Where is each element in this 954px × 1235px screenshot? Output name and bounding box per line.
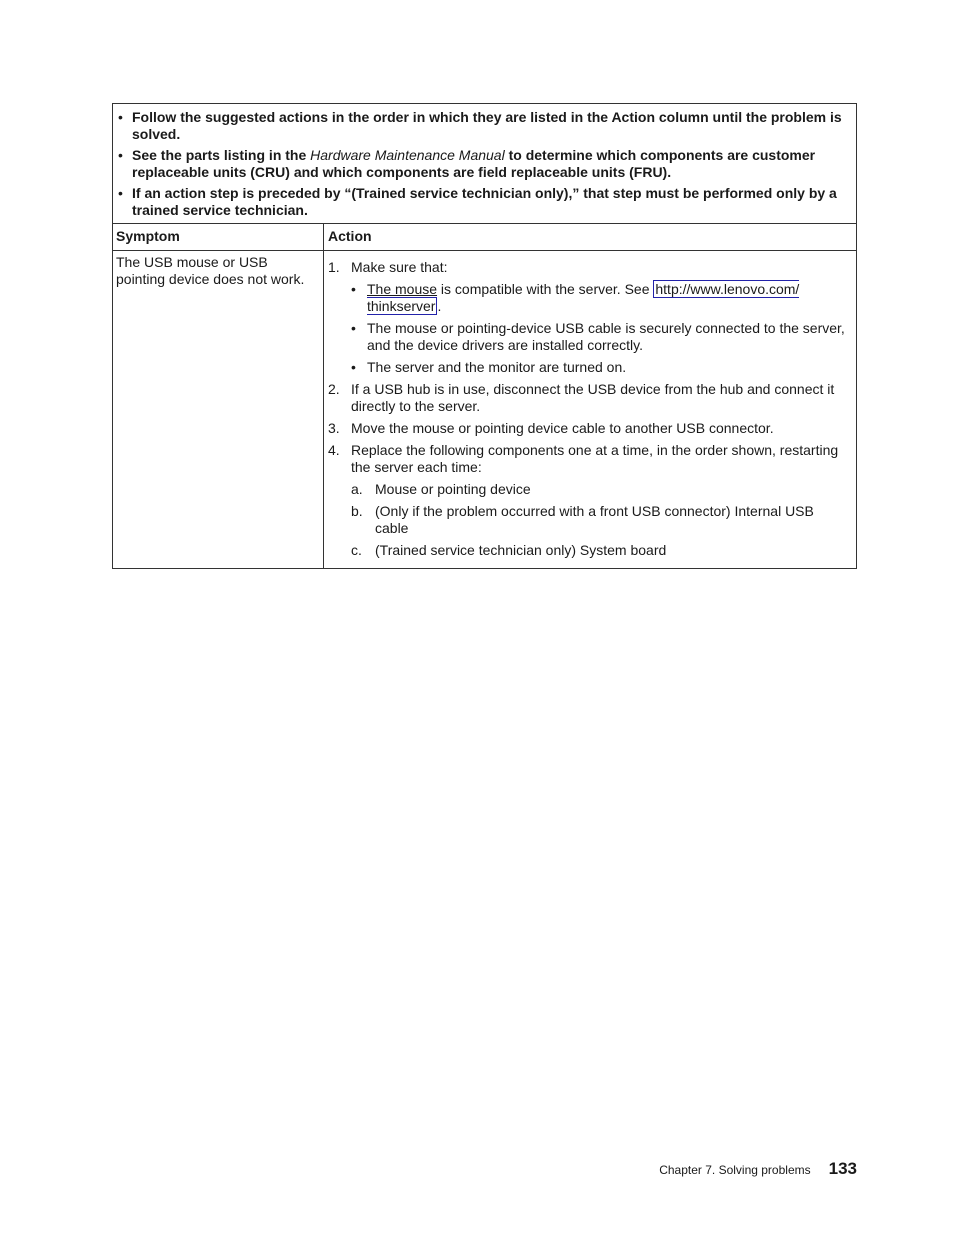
bullet: • [351, 320, 356, 336]
link-text-part2: thinkserver [367, 298, 436, 314]
chapter-title: Chapter 7. Solving problems [659, 1163, 811, 1177]
sub-step-text: Mouse or pointing device [375, 481, 531, 497]
column-header-symptom: Symptom [113, 224, 324, 250]
step-text: If a USB hub is in use, disconnect the USB device from the hub and connect it directly to the server. [351, 381, 835, 414]
step-bullet [351, 281, 850, 315]
step-text: Make sure that: [351, 259, 448, 275]
sub-step [351, 481, 850, 498]
page-number: 133 [828, 1159, 857, 1178]
note-text: Follow the suggested actions in the order in which they are listed in the Action column until the problem is solved. [132, 109, 842, 142]
manual-title: Hardware Maintenance Manual [310, 147, 505, 163]
sub-step [351, 503, 850, 537]
page-footer [659, 1160, 857, 1179]
action-step [328, 442, 850, 559]
step-number: 1. [328, 259, 340, 275]
step-bullet [351, 320, 850, 354]
step-number: 2. [328, 381, 340, 397]
bullet-text: The server and the monitor are turned on. [367, 359, 627, 375]
bullet: • [118, 147, 123, 163]
step-number: 4. [328, 442, 340, 458]
action-step [328, 259, 850, 376]
note-item [116, 109, 850, 143]
step-number: 3. [328, 420, 340, 436]
bullet: • [118, 185, 123, 201]
note-item [116, 147, 850, 181]
sub-step-letter: b. [351, 503, 363, 519]
table-notes [113, 104, 856, 224]
step-bullet [351, 359, 850, 376]
action-step [328, 381, 850, 415]
troubleshooting-table [112, 103, 857, 569]
note-text: See the parts listing in the [132, 147, 311, 163]
bullet: • [351, 281, 356, 297]
link-text-part1: http://www.lenovo.com/ [655, 281, 800, 297]
bullet: • [118, 109, 123, 125]
sub-step [351, 542, 850, 559]
step-text: Move the mouse or pointing device cable to another USB connector. [351, 420, 774, 436]
underlined-text: The mouse [367, 281, 438, 297]
bullet-text-end: . [437, 298, 442, 314]
sub-step-text: (Only if the problem occurred with a front USB connector) Internal USB cable [375, 503, 814, 536]
bullet-text: The mouse or pointing-device USB cable is securely connected to the server, and the device drivers are installed correctly. [367, 320, 845, 353]
sub-step-letter: a. [351, 481, 363, 497]
sub-step-letter: c. [351, 542, 362, 558]
note-text: If an action step is preceded by “(Trained service technician only),” that step must be performed only by a trained service technician. [132, 185, 837, 218]
sub-step-text: (Trained service technician only) System board [375, 542, 667, 558]
action-step [328, 420, 850, 437]
note-item [116, 185, 850, 219]
bullet-text: is compatible with the server. See [437, 281, 654, 297]
step-text: Replace the following components one at a time, in the order shown, restarting the server each time: [351, 442, 839, 475]
symptom-cell: The USB mouse or USB pointing device does not work. [113, 251, 324, 568]
table-header-row [113, 224, 856, 251]
column-header-action: Action [328, 228, 372, 244]
table-row [113, 251, 856, 568]
note-text: to determine which components are customer replaceable units (CRU) and which components are field replaceable units (FRU). [132, 147, 816, 180]
bullet: • [351, 359, 356, 375]
action-cell [324, 251, 856, 568]
